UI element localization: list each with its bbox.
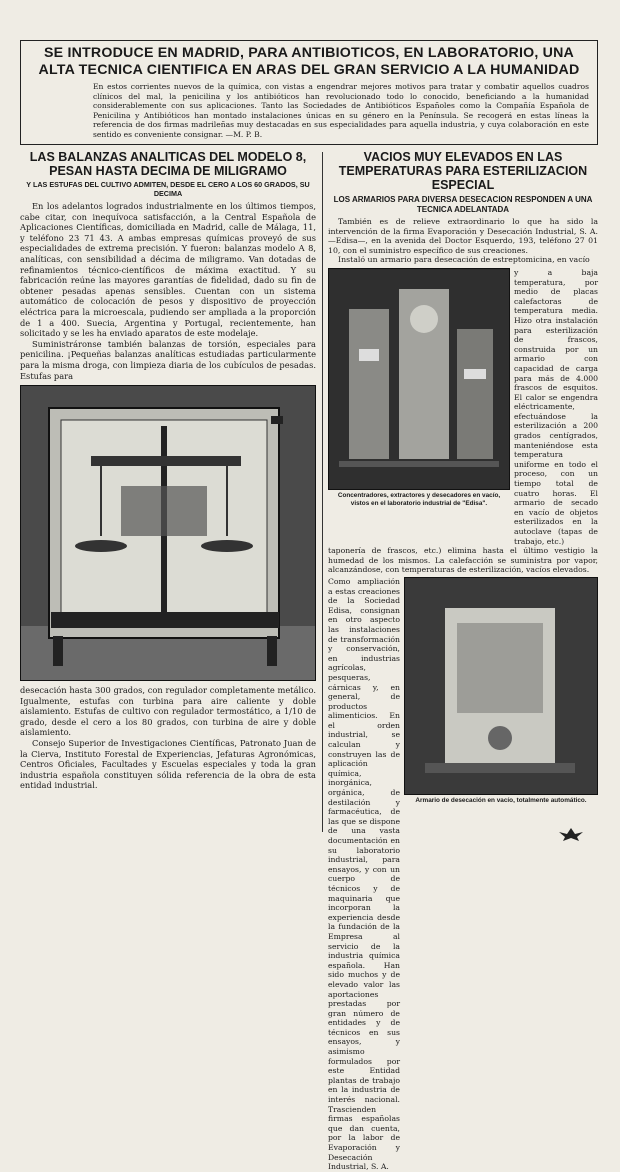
analytical-balance-photo bbox=[20, 385, 316, 681]
vacios-side-text: y a baja temperatura, por medio de placas calefactoras de temperatura media. Hizo otra instalación para esterilización de frascos, construida por un armario con capacidad de carga para más de 4.000 frascos de esquitos. El calor se engendra eléctricamente, efectuándose la esterilización a 200 grados centígrados, manteniéndose esta temperatura uniforme en todo el proceso, con un tiempo total de cuatro horas. El armario de secado en vacío de objetos esterilizados en la autoclave (tapas de trabajo, etc.) bbox=[514, 267, 598, 546]
vacios-photo-row bbox=[328, 268, 598, 546]
vacios-paragraph-3: Como ampliación a estas creaciones de la Sociedad Edisa, consignan en otro aspecto las instalaciones de transformación y conservación, en industrias agrícolas, pesqueras, cárnicas y, en general, de productos alimenticios. En el orden industrial, se calculan y construyen las de aplicación química, inorgánica, orgánica, de destilación y farmacéutica, de las que se dispone de una vasta documentación en su laboratorio industrial, para ensayos, y con un cuerpo de técnicos y de maquinaria que incorporan la experiencia desde la fundación de la Empresa al servicio de la industria química española. Han sido muchos y de elevado valor las aportaciones prestadas por gran número de entidades y de técnicos en sus ensayos, y asimismo formulados por este Entidad plantas de trabajo en la industria de interés nacional. Trascienden firmas españolas que dan cuenta, por la labor de Evaporación y Desecación Industrial, S. A. bbox=[328, 576, 400, 1172]
main-headline: SE INTRODUCE EN MADRID, PARA ANTIBIOTICOS, EN LABORATORIO, UNA ALTA TECNICA CIENTIFICA EN ARAS DEL GRAN SERVICIO A LA HUMANIDAD bbox=[38, 45, 580, 78]
vacios-paragraph-2: taponería de frascos, etc.) elimina hasta el último vestigio la humedad de los mismos. La calefacción se suministra por vapor, alcanzándose, con temperaturas de esterilización, vacíos elevados. bbox=[328, 546, 598, 575]
vacios-subtitle: LOS ARMARIOS PARA DIVERSA DESECACION RESPONDEN A UNA TECNICA ADELANTADA bbox=[333, 195, 593, 214]
lab-equipment-illustration bbox=[329, 269, 509, 489]
vacios-lead-2: Instaló un armario para desecación de estreptomicina, en vacío bbox=[338, 255, 590, 265]
balanzas-paragraph-3: desecación hasta 300 grados, con regulador completamente metálico. Igualmente, estufas con turbina para aire caliente y doble aislamiento. Estufas de cultivo con regulador termostático, a 1/10 de grado, desde el cero a los 80 grados, con turbina de aire y doble aislamiento. bbox=[20, 685, 316, 738]
concentrators-figure bbox=[328, 268, 510, 546]
balanzas-paragraph-4: Consejo Superior de Investigaciones Científicas, Patronato Juan de la Cierva, Instituto Forestal de Experiencias, Jefaturas Agronómicas, Centros Oficiales, Facultades y Escuelas especiales y toda la gran industria española constituyen sólida referencia de la obra de esta entidad industrial. bbox=[20, 738, 316, 791]
vacios-article bbox=[328, 150, 598, 1172]
column-divider bbox=[322, 152, 323, 832]
intro-paragraph: En estos corrientes nuevos de la química, con vistas a engendrar mejores motivos para tratar y combatir aquellos cuadros clínicos del mal, la penicilina y los antibióticos han revolucionado todo lo conocido, beneficiando a la humanidad considerablemente con sus aplicaciones. Tanto las Sociedades de Antibióticos Españoles como la Compañía Española de Penicilina y Antibióticos han montado instalaciones únicas en su género en la Península. Se recogerá en estas líneas la referencia de dos firmas madrileñas muy destacadas en sus especialidades para aquella industria, y cuya colaboración en este sentido es conveniente consignar. —M. P. B. bbox=[93, 82, 589, 139]
concentrators-caption: Concentradores, extractores y desecadores en vacío, vistos en el laboratorio industrial de "Edisa". bbox=[337, 491, 501, 507]
vacios-lead: También es de relieve extraordinario lo que ha sido la intervención de la firma Evaporación y Desecación Industrial, S. A.—Edisa—, en la avenida del Doctor Esquerdo, 193, teléfono 27 01 10, con el suministro específico de sus creaciones. bbox=[328, 217, 598, 255]
vacios-bottom-row bbox=[328, 577, 598, 1172]
analytical-balance-illustration bbox=[21, 386, 315, 680]
cabinet-caption: Armario de desecación en vacío, totalmente automático. bbox=[415, 796, 587, 804]
balanzas-paragraph-1: En los adelantos logrados industrialmente en los últimos tiempos, cabe citar, con inequívoca satisfacción, a la Central Española de Aplicaciones Científicas, domiciliada en Madrid, calle de Málaga, 11, y teléfono 23 71 43. A ambas empresas químicas proveyó de sus especialidades de extrema precisión. Y fueron: balanzas modelo A 8, analíticas, con sensibilidad a décima de miligramo. Van dotadas de refinamientos técnico-científicos de máxima exactitud. Y su fabricación reúne las mayores garantías de fidelidad, dado su fin de obtener pesadas apenas sensibles. Cuentan con un sistema automático de colocación de pesos y dispositivo de proyección eléctrica para la microescala, pudiendo ser ampliada a la proporción de 1 a 400. Suecia, Argentina y Portugal, recientemente, han solicitado y se les ha enviado aparatos de este modelaje. bbox=[20, 201, 316, 339]
balanzas-subtitle: Y LAS ESTUFAS DEL CULTIVO ADMITEN, DESDE EL CERO A LOS 60 GRADOS, SU DECIMA bbox=[26, 180, 310, 198]
balanzas-title: LAS BALANZAS ANALITICAS DEL MODELO 8, PESAN HASTA DECIMA DE MILIGRAMO bbox=[29, 150, 307, 178]
balanzas-article bbox=[20, 150, 316, 791]
cabinet-illustration bbox=[405, 578, 597, 794]
balanzas-paragraph-2: Suministráronse también balanzas de torsión, especiales para penicilina. ¡Pequeñas balanzas analíticas estudiadas particularmente para la misma droga, con limpieza diaria de los cubículos de pesadas. Estufas para bbox=[20, 338, 316, 381]
cabinet-figure bbox=[404, 577, 598, 1172]
eagle-emblem-icon bbox=[558, 826, 584, 842]
feature-header-box bbox=[20, 40, 598, 145]
vacios-title: VACIOS MUY ELEVADOS EN LAS TEMPERATURAS PARA ESTERILIZACION ESPECIAL bbox=[338, 150, 588, 192]
concentrators-photo bbox=[328, 268, 510, 490]
desiccation-cabinet-photo bbox=[404, 577, 598, 795]
